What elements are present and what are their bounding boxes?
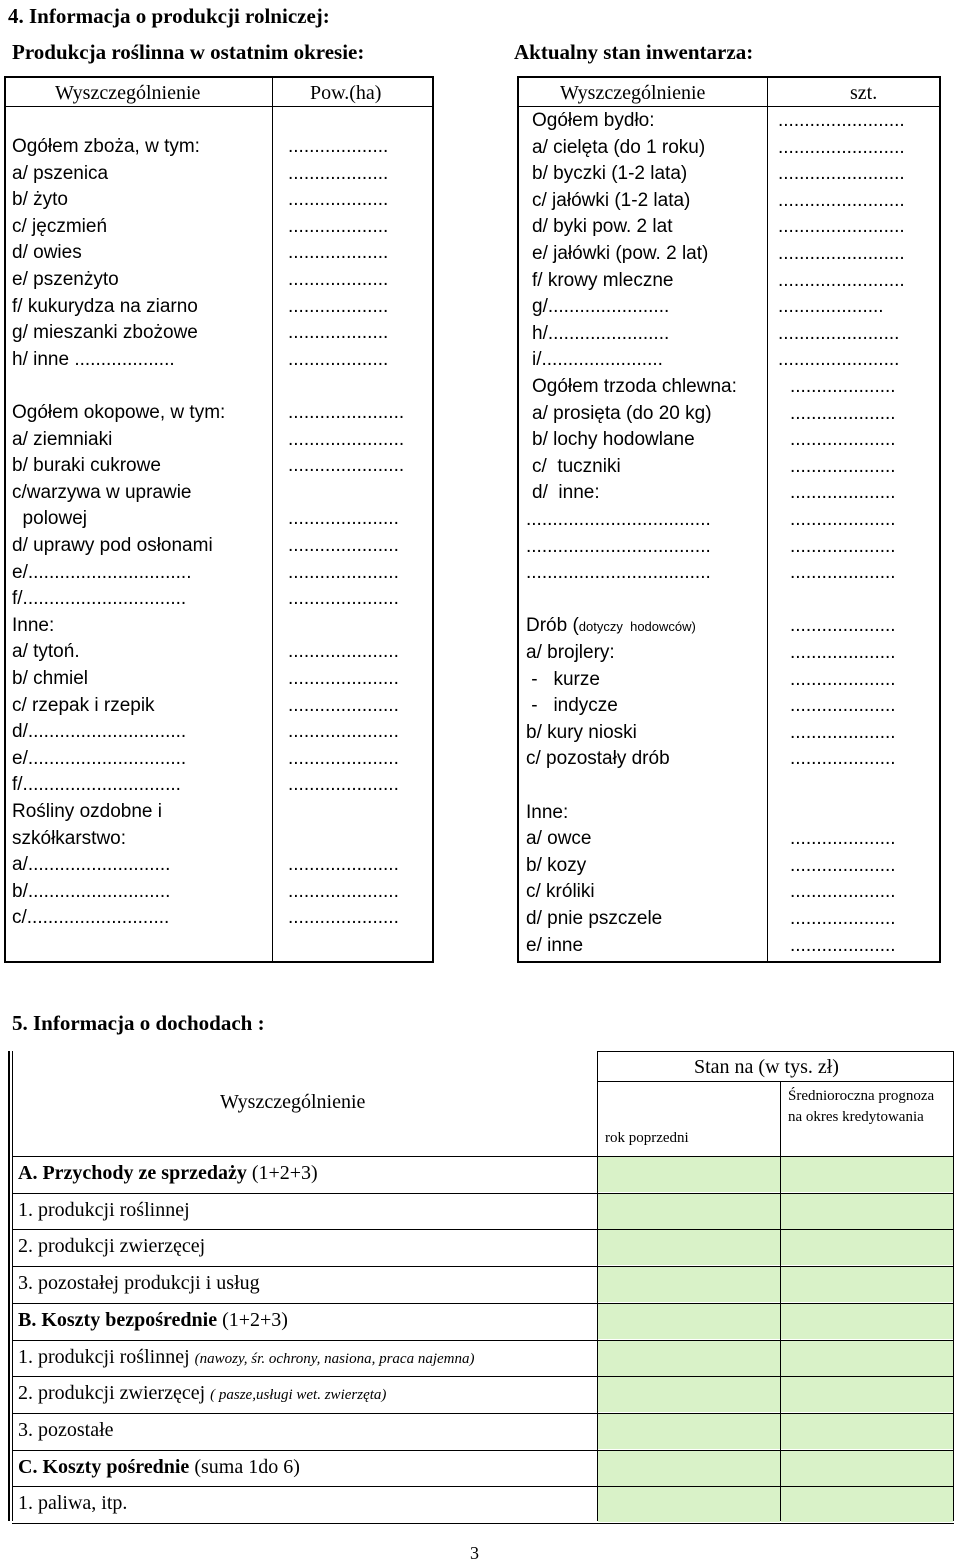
livestock-row-count: .................... xyxy=(778,296,884,318)
crop-row-label: b/ buraki cukrowe xyxy=(12,455,161,477)
income-row-label-text: 1. paliwa, itp. xyxy=(18,1492,128,1515)
crop-row-label: c/........................... xyxy=(12,907,170,929)
livestock-row-label: e/ jałówki (pow. 2 lat) xyxy=(532,243,709,264)
crop-row-area: ................... xyxy=(288,295,389,317)
income-row-label xyxy=(18,1199,190,1222)
crop-table-header-divider xyxy=(4,106,433,107)
crop-row-area: ..................... xyxy=(288,641,399,663)
income-cell-forecast xyxy=(781,1156,953,1192)
crop-row-label: b/ żyto xyxy=(12,189,68,211)
livestock-heading: Aktualny stan inwentarza: xyxy=(514,40,754,64)
crop-row-label: d/ owies xyxy=(12,242,82,264)
income-row-label xyxy=(18,1162,318,1185)
income-header-description: Wyszczególnienie xyxy=(220,1091,366,1113)
income-row-divider xyxy=(12,1303,954,1304)
income-row-divider xyxy=(12,1340,954,1341)
crop-row-area: ................... xyxy=(288,162,389,184)
income-cell-forecast xyxy=(781,1266,953,1302)
income-row-label-text: 3. pozostałej produkcji i usług xyxy=(18,1272,260,1295)
livestock-row-count: ....................... xyxy=(778,349,900,371)
crop-row-area: ..................... xyxy=(288,508,399,530)
income-table-bottom-border xyxy=(12,1523,954,1524)
livestock-row-label: c/ tuczniki xyxy=(532,455,621,477)
income-row-label-bold: A. Przychody ze sprzedaży xyxy=(18,1162,247,1184)
table-row xyxy=(0,640,960,666)
crop-row-label: b/........................... xyxy=(12,880,171,902)
income-cell-previous xyxy=(598,1413,780,1449)
livestock-table-header-divider xyxy=(517,106,941,107)
crop-row-label: a/........................... xyxy=(12,854,171,876)
livestock-row-label: g/....................... xyxy=(532,296,670,318)
table-row xyxy=(0,853,960,879)
crop-row-area: ..................... xyxy=(288,907,399,929)
income-cell-previous xyxy=(598,1486,780,1522)
income-row-divider xyxy=(12,1229,954,1230)
income-cell-previous xyxy=(598,1340,780,1376)
crop-row-area: ...................... xyxy=(288,455,405,477)
livestock-row-count: .................... xyxy=(790,535,896,557)
income-row-divider xyxy=(12,1450,954,1451)
livestock-row-label: c/ jałówki (1-2 lata) xyxy=(532,189,691,211)
livestock-row-count: ........................ xyxy=(778,110,905,131)
income-row-label-bold: C. Koszty pośrednie xyxy=(18,1455,190,1478)
income-cell-previous xyxy=(598,1193,780,1229)
table-row xyxy=(0,906,960,932)
crop-row-label: f/ kukurydza na ziarno xyxy=(12,295,198,317)
livestock-row-count: ........................ xyxy=(778,269,905,291)
income-row-label-note: (nawozy, śr. ochrony, nasiona, praca najemna) xyxy=(194,1350,475,1367)
income-row-label xyxy=(18,1382,386,1405)
livestock-row-label: b/ kozy xyxy=(526,854,587,876)
crop-row-area: ................... xyxy=(288,322,389,344)
table-row xyxy=(0,933,960,959)
livestock-row-label: - indycze xyxy=(526,695,618,717)
income-cell-previous xyxy=(598,1156,780,1192)
livestock-row-count: .................... xyxy=(790,455,896,477)
table-row xyxy=(0,534,960,560)
table-row xyxy=(0,773,960,799)
table-row xyxy=(0,667,960,693)
crop-row-area: ..................... xyxy=(288,854,399,876)
crop-row-label: d/.............................. xyxy=(12,721,187,743)
livestock-row-count: .................... xyxy=(790,854,896,876)
table-row xyxy=(0,720,960,746)
livestock-table-body xyxy=(0,108,960,963)
livestock-row-count: .................... xyxy=(790,509,896,530)
income-row-label-text: 1. produkcji roślinnej xyxy=(18,1198,190,1221)
income-row-divider xyxy=(12,1266,954,1267)
livestock-row-count: .................... xyxy=(790,748,896,770)
crop-row-area: ..................... xyxy=(288,588,399,610)
livestock-row-count: .................... xyxy=(790,562,896,584)
crop-row-area: ...................... xyxy=(288,402,405,423)
table-row xyxy=(0,879,960,905)
section-5-title: 5. Informacja o dochodach : xyxy=(12,1011,265,1035)
livestock-row-count: .................... xyxy=(790,615,896,637)
livestock-row-count: .................... xyxy=(790,482,896,504)
crop-row-label: e/.............................. xyxy=(12,747,187,769)
livestock-row-label: h/....................... xyxy=(532,322,670,344)
table-row xyxy=(0,454,960,480)
livestock-row-count: .................... xyxy=(790,881,896,903)
crop-row-label: c/warzywa w uprawie xyxy=(12,481,192,503)
livestock-row-label: Ogółem trzoda chlewna: xyxy=(532,376,737,397)
crop-row-label: h/ inne ................... xyxy=(12,348,175,370)
crop-row-area: ..................... xyxy=(288,880,399,902)
income-row-divider xyxy=(12,1413,954,1414)
livestock-row-label: c/ pozostały drób xyxy=(526,748,670,770)
table-row xyxy=(0,560,960,586)
income-row xyxy=(0,1413,960,1449)
income-row xyxy=(0,1340,960,1376)
livestock-row-label: Ogółem bydło: xyxy=(532,110,655,131)
income-header-forecast: Średnioroczna prognoza na okres kredytowania xyxy=(788,1088,935,1125)
livestock-row-label: d/ pnie pszczele xyxy=(526,908,663,929)
table-row xyxy=(0,241,960,267)
income-row-divider xyxy=(12,1156,954,1157)
livestock-header-description: Wyszczególnienie xyxy=(560,82,706,104)
crop-row-area: ................... xyxy=(288,136,389,157)
income-row-label-text: 1. produkcji roślinnej xyxy=(18,1345,195,1368)
crop-row-area: ..................... xyxy=(288,694,399,716)
livestock-row-label-small: dotyczy hodowców) xyxy=(578,619,696,635)
crop-row-area: ................... xyxy=(288,242,389,264)
livestock-row-count: ........................ xyxy=(778,163,905,185)
section-4-title: 4. Informacja o produkcji rolniczej: xyxy=(8,4,330,28)
income-cell-forecast xyxy=(781,1413,953,1449)
livestock-header-count: szt. xyxy=(850,82,878,104)
crop-row-label: a/ tytoń. xyxy=(12,641,80,663)
table-row xyxy=(0,507,960,533)
livestock-row-count: ........................ xyxy=(778,216,905,238)
crop-row-label: e/............................... xyxy=(12,561,192,583)
table-row xyxy=(0,268,960,294)
livestock-row-count: .................... xyxy=(790,695,896,717)
income-row-label-text: 2. produkcji zwierzęcej xyxy=(18,1382,211,1405)
livestock-row-label: a/ cielęta (do 1 roku) xyxy=(532,136,706,158)
income-row-divider xyxy=(12,1486,954,1487)
crop-row-label: f/.............................. xyxy=(12,774,181,796)
livestock-row-label: ................................... xyxy=(526,535,711,557)
income-row-label-text: (1+2+3) xyxy=(217,1308,288,1331)
crop-row-label: c/ rzepak i rzepik xyxy=(12,694,155,716)
livestock-row-label: d/ byki pow. 2 lat xyxy=(532,216,673,238)
table-row xyxy=(0,401,960,427)
income-row-label xyxy=(18,1456,300,1479)
income-table-top-border xyxy=(597,1051,954,1052)
crop-row-area: ................... xyxy=(288,269,389,290)
income-row-label xyxy=(18,1309,288,1332)
income-row xyxy=(0,1303,960,1339)
income-cell-forecast xyxy=(781,1193,953,1229)
table-row xyxy=(0,108,960,134)
livestock-row-count: .................... xyxy=(790,402,896,424)
livestock-row-count: .................... xyxy=(790,934,896,956)
crop-row-area: ..................... xyxy=(288,535,399,556)
crop-row-label: szkółkarstwo: xyxy=(12,827,127,849)
table-row xyxy=(0,294,960,320)
crop-row-label: d/ uprawy pod osłonami xyxy=(12,535,213,556)
crop-row-label: polowej xyxy=(12,508,87,530)
crop-row-area: ..................... xyxy=(288,774,399,796)
livestock-row-count: .................... xyxy=(790,642,896,663)
livestock-row-count: ....................... xyxy=(778,322,900,344)
table-row xyxy=(0,826,960,852)
table-row xyxy=(0,347,960,373)
income-row xyxy=(0,1229,960,1265)
livestock-row-count: .................... xyxy=(790,429,896,451)
table-row xyxy=(0,161,960,187)
income-row xyxy=(0,1156,960,1192)
livestock-row-label: f/ krowy mleczne xyxy=(532,269,674,291)
income-row-label-bold: B. Koszty bezpośrednie xyxy=(18,1308,218,1331)
crop-row-area: ...................... xyxy=(288,428,405,450)
livestock-row-count: .................... xyxy=(790,721,896,743)
income-cell-previous xyxy=(598,1303,780,1339)
livestock-row-count: ........................ xyxy=(778,136,905,158)
income-row-label-text: (1+2+3) xyxy=(246,1162,318,1184)
livestock-row-label: b/ lochy hodowlane xyxy=(532,429,695,451)
income-header-previous-year: rok poprzedni xyxy=(605,1130,689,1146)
crop-row-label: b/ chmiel xyxy=(12,668,89,689)
livestock-row-count: .................... xyxy=(790,668,896,690)
table-row xyxy=(0,746,960,772)
income-row xyxy=(0,1193,960,1229)
table-row xyxy=(0,374,960,400)
livestock-row-label: a/ brojlery: xyxy=(526,642,615,663)
income-row-divider xyxy=(12,1193,954,1194)
livestock-row-label: Drób (dotyczy hodowców) xyxy=(526,615,696,637)
livestock-row-label: c/ króliki xyxy=(526,881,595,903)
income-cell-forecast xyxy=(781,1486,953,1522)
income-cell-previous xyxy=(598,1229,780,1265)
table-row xyxy=(0,135,960,161)
livestock-row-count: .................... xyxy=(790,376,896,397)
income-cell-previous xyxy=(598,1266,780,1302)
crop-row-area: ..................... xyxy=(288,561,399,583)
income-cell-previous xyxy=(598,1376,780,1412)
income-row-label xyxy=(18,1346,475,1369)
income-row-label-note: ( pasze,usługi wet. zwierzęta) xyxy=(210,1387,387,1404)
livestock-row-label: - kurze xyxy=(526,668,600,690)
livestock-row-label: e/ inne xyxy=(526,934,584,956)
income-row xyxy=(0,1266,960,1302)
crop-row-label: Inne: xyxy=(12,614,55,636)
crop-header-area: Pow.(ha) xyxy=(310,82,382,104)
crop-row-label: e/ pszenżyto xyxy=(12,269,119,290)
crop-row-label: c/ jęczmień xyxy=(12,215,108,237)
income-row-label-text: 2. produkcji zwierzęcej xyxy=(18,1235,206,1258)
livestock-row-count: .................... xyxy=(790,908,896,929)
livestock-row-label: ................................... xyxy=(526,509,711,530)
livestock-row-label: i/....................... xyxy=(532,349,663,371)
table-row xyxy=(0,613,960,639)
livestock-row-label: a/ owce xyxy=(526,828,592,850)
income-cell-forecast xyxy=(781,1229,953,1265)
livestock-table-top-border xyxy=(517,76,941,78)
income-row xyxy=(0,1450,960,1486)
table-row xyxy=(0,214,960,240)
table-row xyxy=(0,321,960,347)
income-cell-forecast xyxy=(781,1376,953,1412)
income-row xyxy=(0,1376,960,1412)
crop-row-label: a/ ziemniaki xyxy=(12,428,113,450)
income-cell-forecast xyxy=(781,1303,953,1339)
table-row xyxy=(0,480,960,506)
page-number: 3 xyxy=(470,1543,479,1563)
income-row-label xyxy=(18,1235,205,1258)
livestock-row-label: b/ byczki (1-2 lata) xyxy=(532,163,688,185)
income-cell-forecast xyxy=(781,1450,953,1486)
income-row-label-text: 3. pozostałe xyxy=(18,1418,114,1441)
crop-row-label: f/............................... xyxy=(12,588,187,610)
crop-row-area: ..................... xyxy=(288,747,399,769)
table-row xyxy=(0,800,960,826)
table-row xyxy=(0,427,960,453)
crop-row-label: g/ mieszanki zbożowe xyxy=(12,322,198,344)
income-row xyxy=(0,1486,960,1522)
crop-table-top-border xyxy=(4,76,433,78)
crop-header-description: Wyszczególnienie xyxy=(55,82,201,104)
crop-row-area: ................... xyxy=(288,215,389,237)
crop-row-area: ..................... xyxy=(288,721,399,743)
income-cell-previous xyxy=(598,1450,780,1486)
crop-production-heading: Produkcja roślinna w ostatnim okresie: xyxy=(12,40,365,64)
crop-row-label: Ogółem zboża, w tym: xyxy=(12,136,200,157)
crop-row-area: ..................... xyxy=(288,668,399,689)
livestock-row-label: d/ inne: xyxy=(532,482,600,504)
livestock-row-label: b/ kury nioski xyxy=(526,721,637,743)
income-row-label xyxy=(18,1272,260,1295)
livestock-row-count: ........................ xyxy=(778,189,905,211)
crop-row-area: ................... xyxy=(288,348,389,370)
income-row-divider xyxy=(12,1376,954,1377)
crop-row-label: Rośliny ozdobne i xyxy=(12,801,162,822)
income-row-label xyxy=(18,1492,127,1515)
table-row xyxy=(0,188,960,214)
livestock-row-count: ........................ xyxy=(778,243,905,264)
livestock-row-label: Inne: xyxy=(526,801,569,823)
table-row xyxy=(0,693,960,719)
stan-na-divider xyxy=(597,1081,954,1082)
crop-row-area: ................... xyxy=(288,189,389,211)
table-row xyxy=(0,587,960,613)
livestock-row-label: a/ prosięta (do 20 kg) xyxy=(532,402,712,424)
livestock-row-count: .................... xyxy=(790,828,896,850)
income-row-label xyxy=(18,1419,114,1442)
income-table-body xyxy=(0,1156,960,1526)
crop-row-label: a/ pszenica xyxy=(12,162,109,184)
crop-row-label: Ogółem okopowe, w tym: xyxy=(12,402,226,423)
income-cell-forecast xyxy=(781,1340,953,1376)
stan-na-label: Stan na (w tys. zł) xyxy=(694,1056,839,1078)
livestock-row-label: ................................... xyxy=(526,562,711,584)
income-row-label-text: (suma 1do 6) xyxy=(189,1455,300,1478)
